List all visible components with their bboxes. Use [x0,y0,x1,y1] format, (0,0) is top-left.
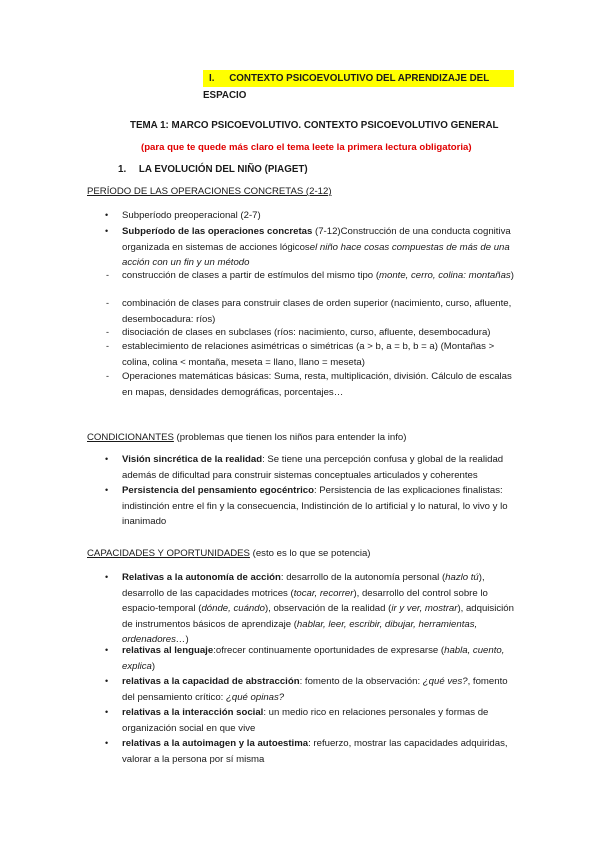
list-item [122,483,517,530]
item-text: : refuerzo, mostrar las capacidades adquiridas, valorar a la persona por sí misma [122,738,508,765]
list-marker: • [105,676,109,686]
list-marker: • [105,226,109,236]
item-bold-label: Subperíodo de las operaciones concretas [122,226,313,237]
item-text: ), desarrollo del control sobre lo espacio-temporal ( [122,587,488,614]
capacidades-subtitle: (esto es lo que se potencia) [249,548,371,559]
list-item [122,208,522,224]
list-item [122,224,522,271]
item-bold-label: Persistencia del pensamiento egocéntrico [122,485,314,496]
item-bold-label: relativas al lenguaje [122,645,214,656]
chapter-title: CONTEXTO PSICOEVOLUTIVO DEL APRENDIZAJE DEL ESPACIO [203,73,490,101]
chapter-number: I. [209,73,215,84]
item-bold-label: relativas a la interacción social [122,707,264,718]
item-text: disociación de clases en subclases (ríos: nacimiento, curso, afluente, desembocadura) [122,327,491,338]
item-tail: ) [510,270,514,281]
list-marker: - [106,298,109,308]
item-italic: habla, cuento, explica [122,645,505,672]
item-text: ), desarrollo de las capacidades motrices ( [122,572,485,599]
list-marker: - [106,270,109,280]
section-number: 1. [118,164,127,175]
section-heading [118,162,308,178]
item-italic: monte, cerro, colina: montañas [379,270,511,281]
list-marker: • [105,645,109,655]
list-item [122,452,517,483]
list-marker: • [105,707,109,717]
item-italic: ¿qué ves? [422,676,468,687]
item-italic: ir y ver, mostrar [391,603,458,614]
item-italic: ¿qué opinas? [226,691,285,703]
item-text: ), observación de la realidad ( [264,603,392,614]
condicionantes-heading [87,430,406,446]
list-item [122,268,522,284]
item-text: combinación de clases para construir clases de orden superior (nacimiento, curso, afluente, desembocadura: ríos) [122,298,512,325]
condicionantes-title: CONDICIONANTES [87,432,174,443]
item-bold-label: relativas a la autoimagen y la autoestima [122,738,309,749]
list-item [122,570,517,648]
item-italic: hablar, leer, escribir, dibujar, herramientas, ordenadores… [122,618,478,645]
periodo-title: PERÍODO DE LAS OPERACIONES CONCRETAS (2-12) [87,186,332,197]
item-text: ) [185,634,189,645]
list-item [122,705,517,736]
list-item [122,296,522,327]
item-text: :ofrecer continuamente oportunidades de expresarse ( [213,645,445,656]
list-marker: • [105,485,109,495]
list-item [122,339,522,370]
item-text: : desarrollo de la autonomía personal ( [280,572,446,583]
capacidades-title: CAPACIDADES Y OPORTUNIDADES [87,548,250,559]
item-text: construcción de clases a partir de estímulos del mismo tipo ( [122,270,380,281]
item-bold-label: Relativas a la autonomía de acción [122,572,281,583]
list-marker: • [105,454,109,464]
item-italic: hazlo tú [445,572,479,583]
list-item [122,643,517,674]
list-marker: • [105,738,109,748]
item-text: : fomento de la observación: [299,676,423,687]
item-text: ), adquisición de instrumentos básicos de aprendizaje ( [122,603,514,630]
item-text: Operaciones matemáticas básicas: Suma, resta, multiplicación, división. Cálculo de escalas en mapas, densidades demográficas, porcentajes… [122,371,512,398]
item-text: ) [151,660,156,672]
item-text: : un medio rico en relaciones personales y formas de organización social en que vive [122,707,489,734]
section-title: LA EVOLUCIÓN DEL NIÑO (PIAGET) [138,164,308,175]
list-marker: - [106,327,109,337]
list-item [122,674,517,705]
tema-note: (para que te quede más claro el tema leete la primera lectura obligatoria) [141,142,472,153]
list-item [122,369,522,400]
item-text: Subperíodo preoperacional (2-7) [122,210,261,221]
list-item [122,736,517,767]
item-text: : Persistencia de las explicaciones finalistas: indistinción entre el fin y la consecuencia, Indistinción de lo artificial y lo natural, lo vivo y lo inanimado [122,485,508,527]
item-text: (7-12)Construcción de una conducta cognitiva organizada en sistemas de acciones lógicos [122,226,511,253]
list-marker: • [105,572,109,582]
list-marker: - [106,371,109,381]
item-bold-label: relativas a la capacidad de abstracción [122,676,300,687]
item-italic: el niño hace cosas compuestas de más de una acción con un fin y un método [122,241,510,268]
chapter-heading [203,70,514,101]
item-text: : Se tiene una percepción confusa y global de la realidad además de dificultad para construir sistemas conceptuales articulados y coherentes [122,454,504,481]
item-bold-label: Visión sincrética de la realidad [122,454,263,465]
condicionantes-subtitle: (problemas que tienen los niños para entender la info) [173,432,407,443]
capacidades-heading [87,546,371,562]
item-italic: dónde, cuándo [201,603,265,614]
item-text: , fomento del pensamiento crítico: [122,676,508,703]
list-marker: • [105,210,109,220]
item-italic: tocar, recorrer [293,587,354,599]
tema-title: TEMA 1: MARCO PSICOEVOLUTIVO. CONTEXTO PSICOEVOLUTIVO GENERAL [130,120,499,131]
list-marker: - [106,341,109,351]
item-text: establecimiento de relaciones asimétricas o simétricas (a > b, a = b, b = a) (Montañas > colina, colina < montaña, meseta = llano, llano = meseta) [122,341,495,368]
